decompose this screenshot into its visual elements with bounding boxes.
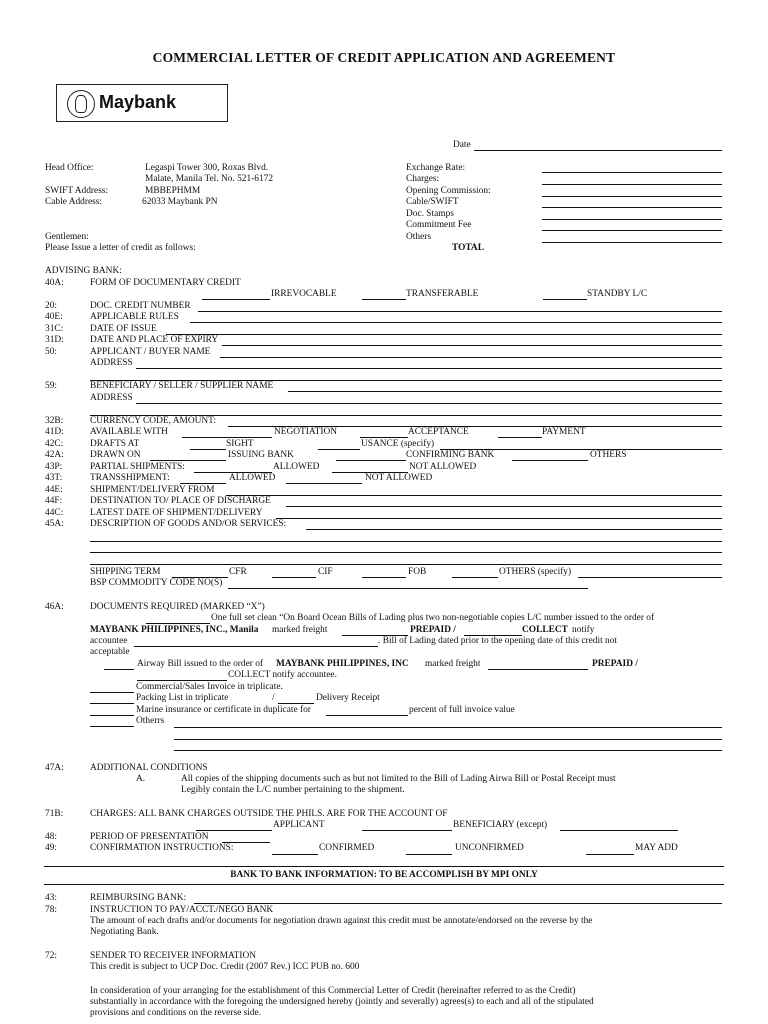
others-specify-checkbox[interactable] [452,577,498,578]
field-code: 72: [45,951,57,961]
maybank-logo [56,84,228,122]
applicant-address-field[interactable] [136,368,722,369]
acceptance-label: ACCEPTANCE [408,427,469,437]
acceptable-text: acceptable [90,647,130,657]
bsp-code-label: BSP COMMODITY CODE NO(S) [90,578,223,588]
fee-label: Exchange Rate: [406,163,466,173]
date-of-issue-field[interactable] [166,334,722,335]
trans-allowed-label: ALLOWED [229,473,276,483]
cif-label: CIF [318,567,333,577]
trans-allowed-checkbox[interactable] [180,483,226,484]
closing-paragraph: substantially in accordance with the foregoing the undersigned hereby (jointly and severally) agrees(s) to each and all of the stipulated [90,997,594,1007]
irrevocable-label: IRREVOCABLE [271,289,337,299]
applicant-address-label: ADDRESS [90,358,133,368]
transferable-label: TRANSFERABLE [406,289,479,299]
others-checkbox[interactable] [512,460,588,461]
unconfirmed-checkbox[interactable] [406,854,452,855]
bank-to-bank-header: BANK TO BANK INFORMATION: TO BE ACCOMPLISH BY MPI ONLY [230,870,538,880]
section-divider [44,866,724,867]
sight-checkbox[interactable] [190,449,226,450]
available-with-field[interactable] [182,437,272,438]
available-with-label: AVAILABLE WITH [90,427,168,437]
insurance-checkbox[interactable] [90,715,134,716]
confirmation-label: CONFIRMATION INSTRUCTIONS: [90,843,234,853]
page-title: COMMERCIAL LETTER OF CREDIT APPLICATION AND AGREEMENT [152,50,616,65]
cif-checkbox[interactable] [272,577,316,578]
notify-text: notify [572,625,595,635]
bl-dated-text: . Bill of Lading dated prior to the opening date of this credit not [378,636,618,646]
currency-label: CURRENCY CODE, AMOUNT: [90,416,217,426]
field-code: 43P: [45,462,63,472]
field-code: 43: [45,893,57,903]
additional-conditions-label: ADDITIONAL CONDITIONS [90,763,208,773]
swift-label: SWIFT Address: [45,186,109,196]
fee-field[interactable] [542,184,722,185]
collect-field-2[interactable] [137,680,227,681]
others-docs-field[interactable] [174,739,722,740]
total-label: TOTAL [452,243,484,253]
unconfirmed-label: UNCONFIRMED [455,843,524,853]
prepaid-label-2: PREPAID / [592,659,638,669]
applicant-label: APPLICANT [273,820,325,830]
goods-description-field[interactable] [90,541,722,542]
applicant-name-label: APPLICANT / BUYER NAME [90,347,211,357]
charges-label: CHARGES: ALL BANK CHARGES OUTSIDE THE PHILS. ARE FOR THE ACCOUNT OF [90,809,448,819]
fee-field[interactable] [542,230,722,231]
bsp-code-field[interactable] [228,588,588,589]
cable-value: 62033 Maybank PN [142,197,218,207]
beneficiary-name-field[interactable] [288,391,722,392]
beneficiary-address-label: ADDRESS [90,393,133,403]
fee-label: Cable/SWIFT [406,197,459,207]
beneficiary-name-label: BENEFICIARY / SELLER / SUPPLIER NAME [90,381,274,391]
head-office-label: Head Office: [45,163,94,173]
trans-not-allowed-label: NOT ALLOWED [365,473,433,483]
destination-field[interactable] [286,506,722,507]
issuing-bank-checkbox[interactable] [150,460,226,461]
expiry-field[interactable] [222,345,722,346]
cfr-label: CFR [229,567,247,577]
mpi-inc: MAYBANK PHILIPPINES, INC [276,659,409,669]
shipping-term-label: SHIPPING TERM [90,567,161,577]
confirmed-label: CONFIRMED [319,843,375,853]
field-code: 50: [45,347,57,357]
field-code: 20: [45,301,57,311]
others-label: OTHERS [590,450,627,460]
issuing-bank-label: ISSUING BANK [228,450,294,460]
logo-text: Maybank [99,92,177,112]
fee-label: Commitment Fee [406,220,472,230]
goods-description-field[interactable] [90,552,722,553]
credit-number-label: DOC. CREDIT NUMBER [90,301,191,311]
field-code: 43T: [45,473,63,483]
form-of-credit-label: FORM OF DOCUMENTARY CREDIT [90,278,241,288]
transferable-checkbox[interactable] [362,299,406,300]
swift-value: MBBEPHMM [145,186,201,196]
beneficiary-except-field[interactable] [560,830,678,831]
standby-checkbox[interactable] [543,299,587,300]
partial-not-allowed-label: NOT ALLOWED [409,462,477,472]
field-code: 31D: [45,335,64,345]
destination-label: DESTINATION TO/ PLACE OF DISCHARGE [90,496,271,506]
usance-label: USANCE (specify) [361,439,435,449]
may-add-checkbox[interactable] [586,854,634,855]
date-label: Date [453,140,471,150]
credit-number-field[interactable] [198,311,722,312]
closing-paragraph: provisions and conditions on the reverse side. [90,1008,262,1018]
field-code: 42A: [45,450,64,460]
marked-freight-text-2: marked freight [425,659,481,669]
instruction-text: Negotiating Bank. [90,927,159,937]
delivery-receipt-text: Delivery Receipt [316,693,380,703]
fee-field[interactable] [542,219,722,220]
payment-checkbox[interactable] [498,437,542,438]
shipment-from-field[interactable] [226,495,722,496]
partial-shipments-label: PARTIAL SHIPMENTS: [90,462,185,472]
condition-text: Legibly contain the L/C number pertaining to the shipment. [181,785,405,795]
fee-field[interactable] [542,172,722,173]
field-code: 44E: [45,485,63,495]
others-specify-label: OTHERS (specify) [499,567,572,577]
goods-description-label: DESCRIPTION OF GOODS AND/OR SERVICES: [90,519,287,529]
applicant-checkbox[interactable] [196,830,272,831]
marked-freight-text: marked freight [272,625,328,635]
delivery-receipt-checkbox[interactable] [278,703,314,704]
field-code: 45A: [45,519,64,529]
prepaid-label: PREPAID / [410,625,456,635]
field-code: 41D: [45,427,64,437]
field-code: 47A: [45,763,64,773]
payment-label: PAYMENT [542,427,586,437]
applicable-rules-label: APPLICABLE RULES [90,312,179,322]
field-code: 44C: [45,508,64,518]
field-code: 40A: [45,278,64,288]
fee-label: Others [406,232,431,242]
documents-required-label: DOCUMENTS REQUIRED (MARKED “X”) [90,602,265,612]
bill-of-lading-text: One full set clean “On Board Ocean Bills of Lading plus two non-negotiable copies L/C number issued to the order of [211,613,655,623]
others-docs-checkbox[interactable] [90,726,134,727]
condition-letter: A. [136,774,146,784]
drawn-on-label: DRAWN ON [90,450,141,460]
instruction-label: INSTRUCTION TO PAY/ACCT./NEGO BANK [90,905,274,915]
accountee-field[interactable] [134,646,378,647]
invoice-checkbox[interactable] [90,692,134,693]
insurance-text: Marine insurance or certificate in duplicate for [136,705,311,715]
field-code: 59: [45,381,57,391]
applicable-rules-field[interactable] [190,322,722,323]
reimbursing-bank-field[interactable] [194,903,722,904]
field-code: 31C: [45,324,64,334]
trans-not-allowed-checkbox[interactable] [286,483,362,484]
may-add-label: MAY ADD [635,843,678,853]
fee-field[interactable] [542,242,722,243]
field-code: 40E: [45,312,63,322]
goods-description-field[interactable] [306,529,722,530]
acceptance-checkbox[interactable] [360,437,408,438]
date-field[interactable] [474,150,722,151]
irrevocable-checkbox[interactable] [202,299,270,300]
beneficiary-address-field[interactable] [136,403,722,404]
cable-label: Cable Address: [45,197,103,207]
sender-info-text: This credit is subject to UCP Doc. Credit (2007 Rev.) ICC PUB no. 600 [90,962,360,972]
head-office-line1: Legaspi Tower 300, Roxas Blvd. [145,163,269,173]
field-code: 44F: [45,496,63,506]
presentation-label: PERIOD OF PRESENTATION [90,832,209,842]
fee-label: Doc. Stamps [406,209,454,219]
fee-label: Opening Commission: [406,186,491,196]
latest-date-field[interactable] [276,518,722,519]
fee-label: Charges: [406,174,440,184]
confirming-bank-checkbox[interactable] [336,460,406,461]
others-specify-field[interactable] [578,577,722,578]
date-of-issue-label: DATE OF ISSUE [90,324,157,334]
fob-label: FOB [408,567,427,577]
goods-description-field[interactable] [90,564,722,565]
partial-allowed-label: ALLOWED [273,462,320,472]
confirmed-checkbox[interactable] [272,854,318,855]
field-code: 71B: [45,809,64,819]
beneficiary-label: BENEFICIARY (except) [453,820,548,830]
shipment-from-label: SHIPMENT/DELIVERY FROM [90,485,215,495]
sender-info-label: SENDER TO RECEIVER INFORMATION [90,951,257,961]
condition-text: All copies of the shipping documents such as but not limited to the Bill of Lading Airwa Bill or Postal Receipt must [181,774,616,784]
percent-text: percent of full invoice value [409,705,515,715]
otherrs-text: Otherrs [136,716,165,726]
accountee-text: accountee [90,636,128,646]
packing-list-checkbox[interactable] [90,703,134,704]
drafts-at-label: DRAFTS AT [90,439,140,449]
advising-bank-label: ADVISING BANK: [45,266,122,276]
head-office-line2: Malate, Manila Tel. No. 521-6172 [145,174,274,184]
sight-label: SIGHT [226,439,254,449]
negotiation-label: NEGOTIATION [274,427,338,437]
field-code: 46A: [45,602,64,612]
field-code: 49: [45,843,57,853]
field-code: 42C: [45,439,64,449]
airway-bill-text: Airway Bill issued to the order of [137,659,264,669]
slash-text: / [272,693,275,703]
beneficiary-checkbox[interactable] [362,830,452,831]
expiry-label: DATE AND PLACE OF EXPIRY [90,335,219,345]
freight-field-2[interactable] [488,669,588,670]
packing-list-text: Packing List in triplicate [136,693,229,703]
usance-checkbox[interactable] [318,449,360,450]
bill-of-lading-checkbox[interactable] [146,623,210,624]
applicant-name-field[interactable] [220,357,722,358]
airway-bill-checkbox[interactable] [104,669,134,670]
standby-label: STANDBY L/C [587,289,648,299]
confirming-bank-label: CONFIRMING BANK [406,450,495,460]
salutation: Gentlemen: [45,232,89,242]
fob-checkbox[interactable] [362,577,406,578]
field-code: 48: [45,832,57,842]
insurance-percent-field[interactable] [326,715,408,716]
latest-date-label: LATEST DATE OF SHIPMENT/DELIVERY [90,508,263,518]
others-docs-field[interactable] [174,750,722,751]
fee-field[interactable] [542,196,722,197]
fee-field[interactable] [542,207,722,208]
invoice-text: Commercial/Sales Invoice in triplicate. [136,682,283,692]
closing-paragraph: In consideration of your arranging for the establishment of this Commercial Letter of Credit (hereinafter referred to as the Credit) [90,986,576,996]
field-code: 32B: [45,416,64,426]
section-divider [44,884,724,885]
tiger-emblem-icon [67,90,95,118]
transshipment-label: TRANSSHIPMENT: [90,473,170,483]
collect-label: COLLECT [522,625,568,635]
instruction-line: Please Issue a letter of credit as follows: [45,243,196,253]
instruction-text: The amount of each drafts and/or documents for negotiation drawn against this credit must be annotate/endorsed on the reverse by the [90,916,593,926]
reimbursing-bank-label: REIMBURSING BANK: [90,893,187,903]
mpi-manila: MAYBANK PHILIPPINES, INC., Manila [90,625,259,635]
others-docs-field[interactable] [174,727,722,728]
collect-text-2: COLLECT notify accountee. [228,670,337,680]
field-code: 78: [45,905,57,915]
